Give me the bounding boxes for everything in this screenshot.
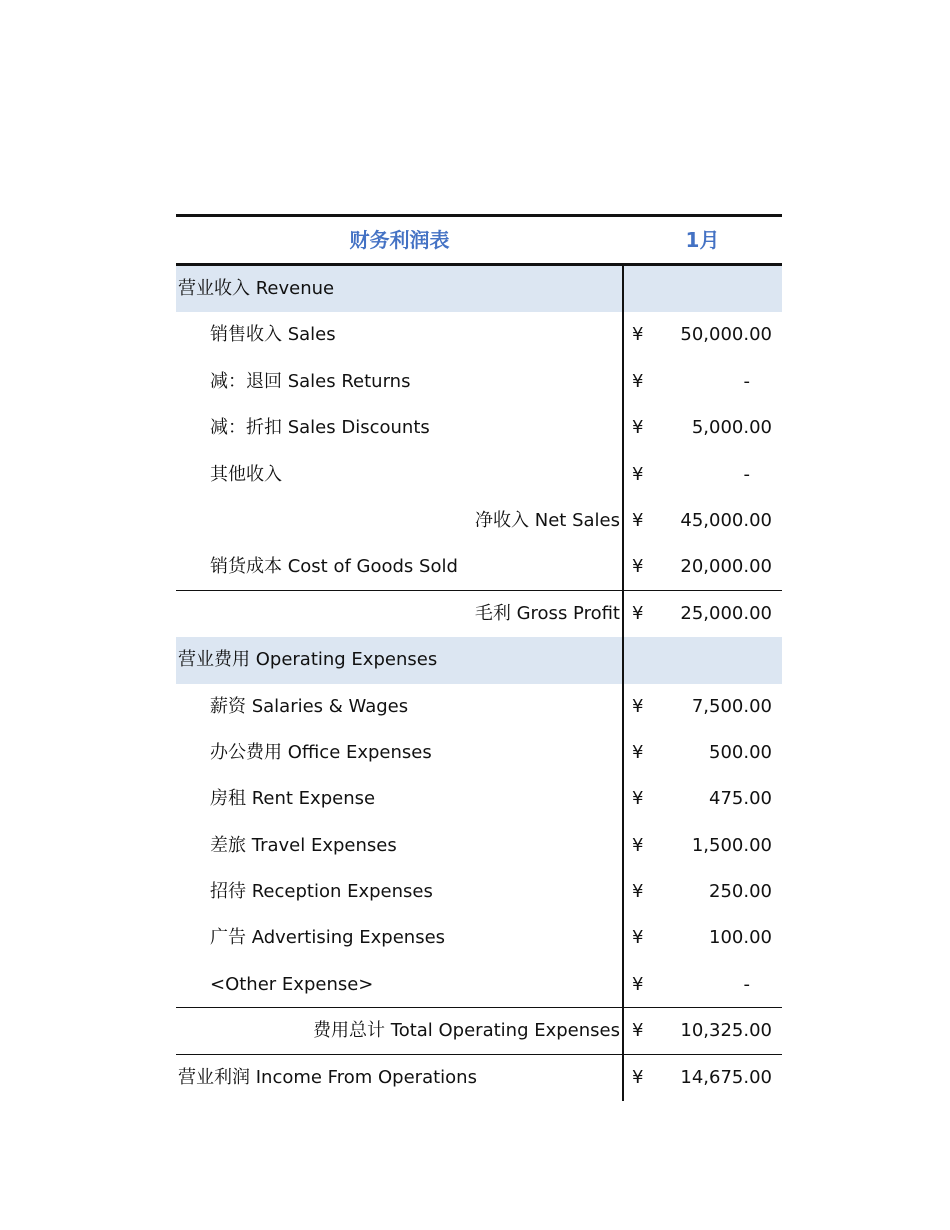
table-row (176, 823, 782, 869)
table-row (176, 498, 782, 544)
row-amount[interactable]: 5,000.00 (691, 417, 772, 439)
currency-symbol[interactable]: ¥ (632, 556, 644, 578)
row-label[interactable]: 营业费用 Operating Expenses (178, 649, 438, 671)
table-row (176, 776, 782, 822)
row-label[interactable]: 营业利润 Income From Operations (178, 1066, 477, 1088)
row-label[interactable]: <Other Expense> (210, 973, 374, 995)
currency-symbol[interactable]: ¥ (632, 509, 644, 531)
row-label[interactable]: 广告 Advertising Expenses (210, 927, 446, 949)
currency-symbol[interactable]: ¥ (632, 927, 644, 949)
currency-symbol[interactable]: ¥ (632, 370, 644, 392)
table-row (176, 312, 782, 358)
currency-symbol[interactable]: ¥ (632, 602, 644, 624)
table-row (176, 405, 782, 451)
row-label[interactable]: 房租 Rent Expense (210, 788, 376, 810)
row-amount[interactable]: 1,500.00 (691, 834, 772, 856)
currency-symbol[interactable]: ¥ (632, 324, 644, 346)
row-amount[interactable]: - (743, 973, 750, 995)
row-amount[interactable]: 45,000.00 (680, 509, 772, 531)
currency-symbol[interactable]: ¥ (632, 463, 644, 485)
row-amount[interactable]: 10,325.00 (680, 1020, 772, 1042)
row-label[interactable]: 销售收入 Sales (210, 324, 336, 346)
table-row (176, 452, 782, 498)
row-label[interactable]: 费用总计 Total Operating Expenses (313, 1020, 620, 1042)
profit-statement-table (176, 214, 782, 1101)
currency-symbol[interactable]: ¥ (632, 788, 644, 810)
table-body (176, 266, 782, 1101)
table-row (176, 962, 782, 1008)
row-amount[interactable]: 250.00 (709, 881, 772, 903)
row-amount[interactable]: 20,000.00 (680, 556, 772, 578)
row-label[interactable]: 其他收入 (210, 463, 282, 485)
row-amount[interactable]: 14,675.00 (680, 1066, 772, 1088)
row-label[interactable]: 差旅 Travel Expenses (210, 834, 397, 856)
currency-symbol[interactable]: ¥ (632, 881, 644, 903)
row-amount[interactable]: 100.00 (709, 927, 772, 949)
table-header (176, 217, 782, 266)
row-label[interactable]: 减：退回 Sales Returns (210, 370, 411, 392)
row-amount[interactable]: 7,500.00 (691, 695, 772, 717)
currency-symbol[interactable]: ¥ (632, 973, 644, 995)
currency-symbol[interactable]: ¥ (632, 741, 644, 763)
row-amount[interactable]: 25,000.00 (680, 602, 772, 624)
table-row (176, 591, 782, 637)
row-label[interactable]: 薪资 Salaries & Wages (210, 695, 409, 717)
section-row (176, 266, 782, 312)
currency-symbol[interactable]: ¥ (632, 834, 644, 856)
table-row (176, 544, 782, 590)
row-label[interactable]: 办公费用 Office Expenses (210, 741, 432, 763)
row-label[interactable]: 毛利 Gross Profit (474, 602, 620, 624)
currency-symbol[interactable]: ¥ (632, 417, 644, 439)
row-amount[interactable]: - (743, 463, 750, 485)
currency-symbol[interactable]: ¥ (632, 1066, 644, 1088)
section-row (176, 637, 782, 683)
row-amount[interactable]: 475.00 (709, 788, 772, 810)
row-label[interactable]: 净收入 Net Sales (475, 509, 620, 531)
row-label[interactable]: 招待 Reception Expenses (210, 881, 433, 903)
row-label[interactable]: 营业收入 Revenue (178, 278, 335, 299)
row-label[interactable]: 减：折扣 Sales Discounts (210, 417, 430, 439)
statement-title[interactable]: 财务利润表 (349, 228, 450, 252)
table-row (176, 915, 782, 961)
table-row (176, 730, 782, 776)
row-amount[interactable]: 50,000.00 (680, 324, 772, 346)
row-label[interactable]: 销货成本 Cost of Goods Sold (210, 556, 458, 578)
row-amount[interactable]: - (743, 370, 750, 392)
table-row (176, 684, 782, 730)
currency-symbol[interactable]: ¥ (632, 1020, 644, 1042)
table-row (176, 1008, 782, 1054)
currency-symbol[interactable]: ¥ (632, 695, 644, 717)
table-row (176, 1055, 782, 1101)
period-header[interactable]: 1月 (685, 228, 720, 252)
table-row (176, 869, 782, 915)
column-divider (622, 266, 624, 1101)
row-amount[interactable]: 500.00 (709, 741, 772, 763)
table-row (176, 359, 782, 405)
